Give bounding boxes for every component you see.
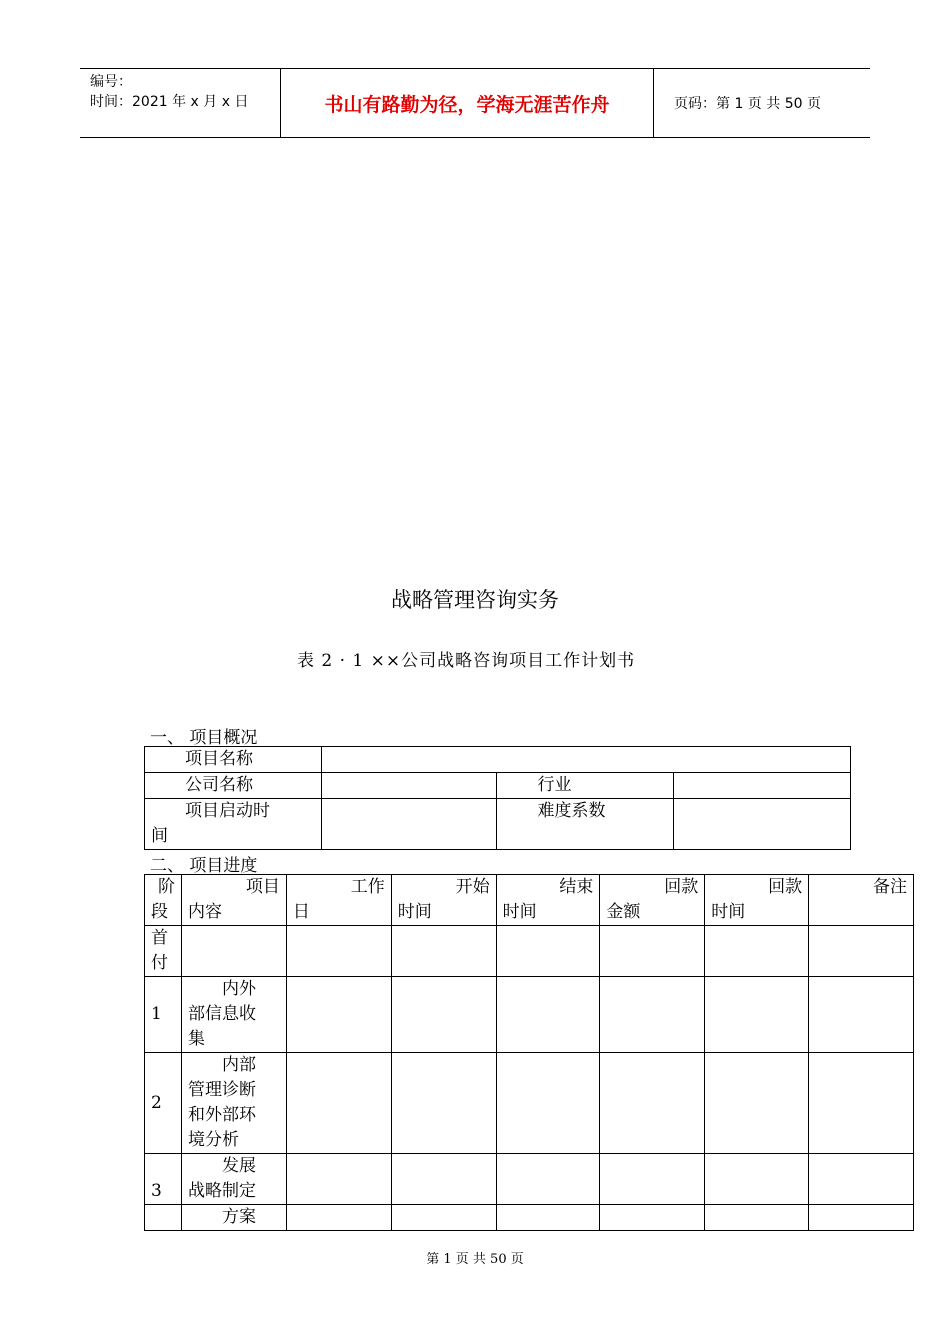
label-difficulty: 难度系数	[497, 799, 674, 850]
cell	[391, 1205, 496, 1231]
cell	[600, 1154, 705, 1205]
cell	[600, 977, 705, 1053]
cell	[181, 926, 286, 977]
page-header	[80, 68, 870, 138]
header-slogan: 书山有路勤为径，学海无涯苦作舟	[281, 69, 654, 137]
content-cell	[181, 1053, 286, 1154]
cell	[391, 977, 496, 1053]
label-industry: 行业	[497, 773, 674, 799]
content-line: 境分析	[187, 1130, 239, 1150]
content-cell	[181, 1205, 286, 1231]
table-row	[145, 1154, 914, 1205]
cell	[705, 977, 809, 1053]
table-row	[145, 1205, 914, 1231]
col-workday-a: 工作	[350, 877, 385, 897]
time-label: 时间：2021 年 x 月 x 日	[90, 94, 249, 110]
col-end-b: 时间	[502, 902, 537, 922]
header-left-cell	[80, 69, 281, 137]
section1-heading: 一、 项目概况	[150, 728, 258, 748]
col-pay-time-a: 回款	[768, 877, 803, 897]
cell	[600, 1205, 705, 1231]
col-start-b: 时间	[397, 902, 432, 922]
col-pay-time-b: 时间	[711, 902, 746, 922]
stage-cell: 3	[145, 1154, 182, 1205]
content-cell	[181, 1154, 286, 1205]
table-row	[145, 977, 914, 1053]
page-label-text: 页码：第 1 页 共 50 页	[674, 96, 821, 112]
stage-cell: 1	[145, 977, 182, 1053]
cell	[600, 926, 705, 977]
number-label: 编号：	[90, 74, 132, 90]
project-progress-table	[144, 874, 914, 1231]
stage-cell: 2	[145, 1053, 182, 1154]
cell	[286, 1154, 391, 1205]
col-pay-amount	[600, 875, 705, 926]
col-end-a: 结束	[559, 877, 594, 897]
col-remark-text: 备注	[873, 877, 907, 897]
col-pay-time	[705, 875, 809, 926]
cell	[705, 1205, 809, 1231]
col-pay-amount-b: 金额	[606, 902, 641, 922]
cell	[809, 977, 914, 1053]
cell	[809, 1053, 914, 1154]
cell	[809, 1154, 914, 1205]
col-content	[181, 875, 286, 926]
page-footer: 第 1 页 共 50 页	[426, 1252, 524, 1267]
col-content-b: 内容	[187, 902, 222, 922]
cell	[809, 1205, 914, 1231]
table-row	[145, 926, 914, 977]
start-time-line-1: 项目启动时	[185, 801, 270, 821]
table-row	[145, 1053, 914, 1154]
project-overview-table	[144, 746, 851, 850]
cell	[600, 1053, 705, 1154]
start-time-line-2: 间	[151, 826, 168, 846]
col-workday	[286, 875, 391, 926]
col-end	[496, 875, 600, 926]
section2-heading: 二、 项目进度	[150, 856, 258, 876]
col-start-a: 开始	[455, 877, 490, 897]
value-difficulty	[674, 799, 851, 850]
cell	[496, 1154, 600, 1205]
stage-cell	[145, 1205, 182, 1231]
content-line: 内部	[221, 1055, 256, 1075]
cell	[286, 1205, 391, 1231]
cell	[705, 1154, 809, 1205]
cell	[496, 1053, 600, 1154]
col-remark	[809, 875, 914, 926]
content-line: 集	[187, 1029, 205, 1049]
content-line: 和外部环	[187, 1105, 256, 1125]
stage-b: 付	[151, 953, 168, 973]
label-project-name: 项目名称	[145, 747, 322, 773]
value-industry	[674, 773, 851, 799]
cell	[391, 1053, 496, 1154]
cell	[286, 977, 391, 1053]
value-project-name	[321, 747, 850, 773]
col-stage-a: 阶	[157, 877, 175, 897]
col-stage	[145, 875, 182, 926]
content-line: 方案	[221, 1207, 256, 1227]
cell	[496, 1205, 600, 1231]
col-stage-b: 段	[151, 902, 168, 922]
content-cell	[181, 977, 286, 1053]
cell	[496, 926, 600, 977]
cell	[705, 1053, 809, 1154]
label-start-time	[145, 799, 322, 850]
document-title: 战略管理咨询实务	[391, 588, 559, 612]
content-line: 发展	[221, 1156, 256, 1176]
content-line: 战略制定	[187, 1181, 256, 1201]
content-line: 内外	[221, 979, 256, 999]
value-company-name	[321, 773, 497, 799]
cell	[286, 926, 391, 977]
col-content-a: 项目	[245, 877, 280, 897]
stage-cell	[145, 926, 182, 977]
col-start	[391, 875, 496, 926]
value-start-time	[321, 799, 497, 850]
cell	[286, 1053, 391, 1154]
content-line: 部信息收	[187, 1004, 256, 1024]
col-pay-amount-a: 回款	[664, 877, 699, 897]
cell	[496, 977, 600, 1053]
cell	[809, 926, 914, 977]
stage-a: 首	[151, 928, 168, 948]
header-page-label	[664, 69, 870, 137]
cell	[391, 926, 496, 977]
table-caption: 表 2 · 1 ××公司战略咨询项目工作计划书	[297, 651, 636, 671]
cell	[391, 1154, 496, 1205]
cell	[705, 926, 809, 977]
table-header-row	[145, 875, 914, 926]
label-company-name: 公司名称	[145, 773, 322, 799]
content-line: 管理诊断	[187, 1080, 256, 1100]
col-workday-b: 日	[292, 902, 310, 922]
